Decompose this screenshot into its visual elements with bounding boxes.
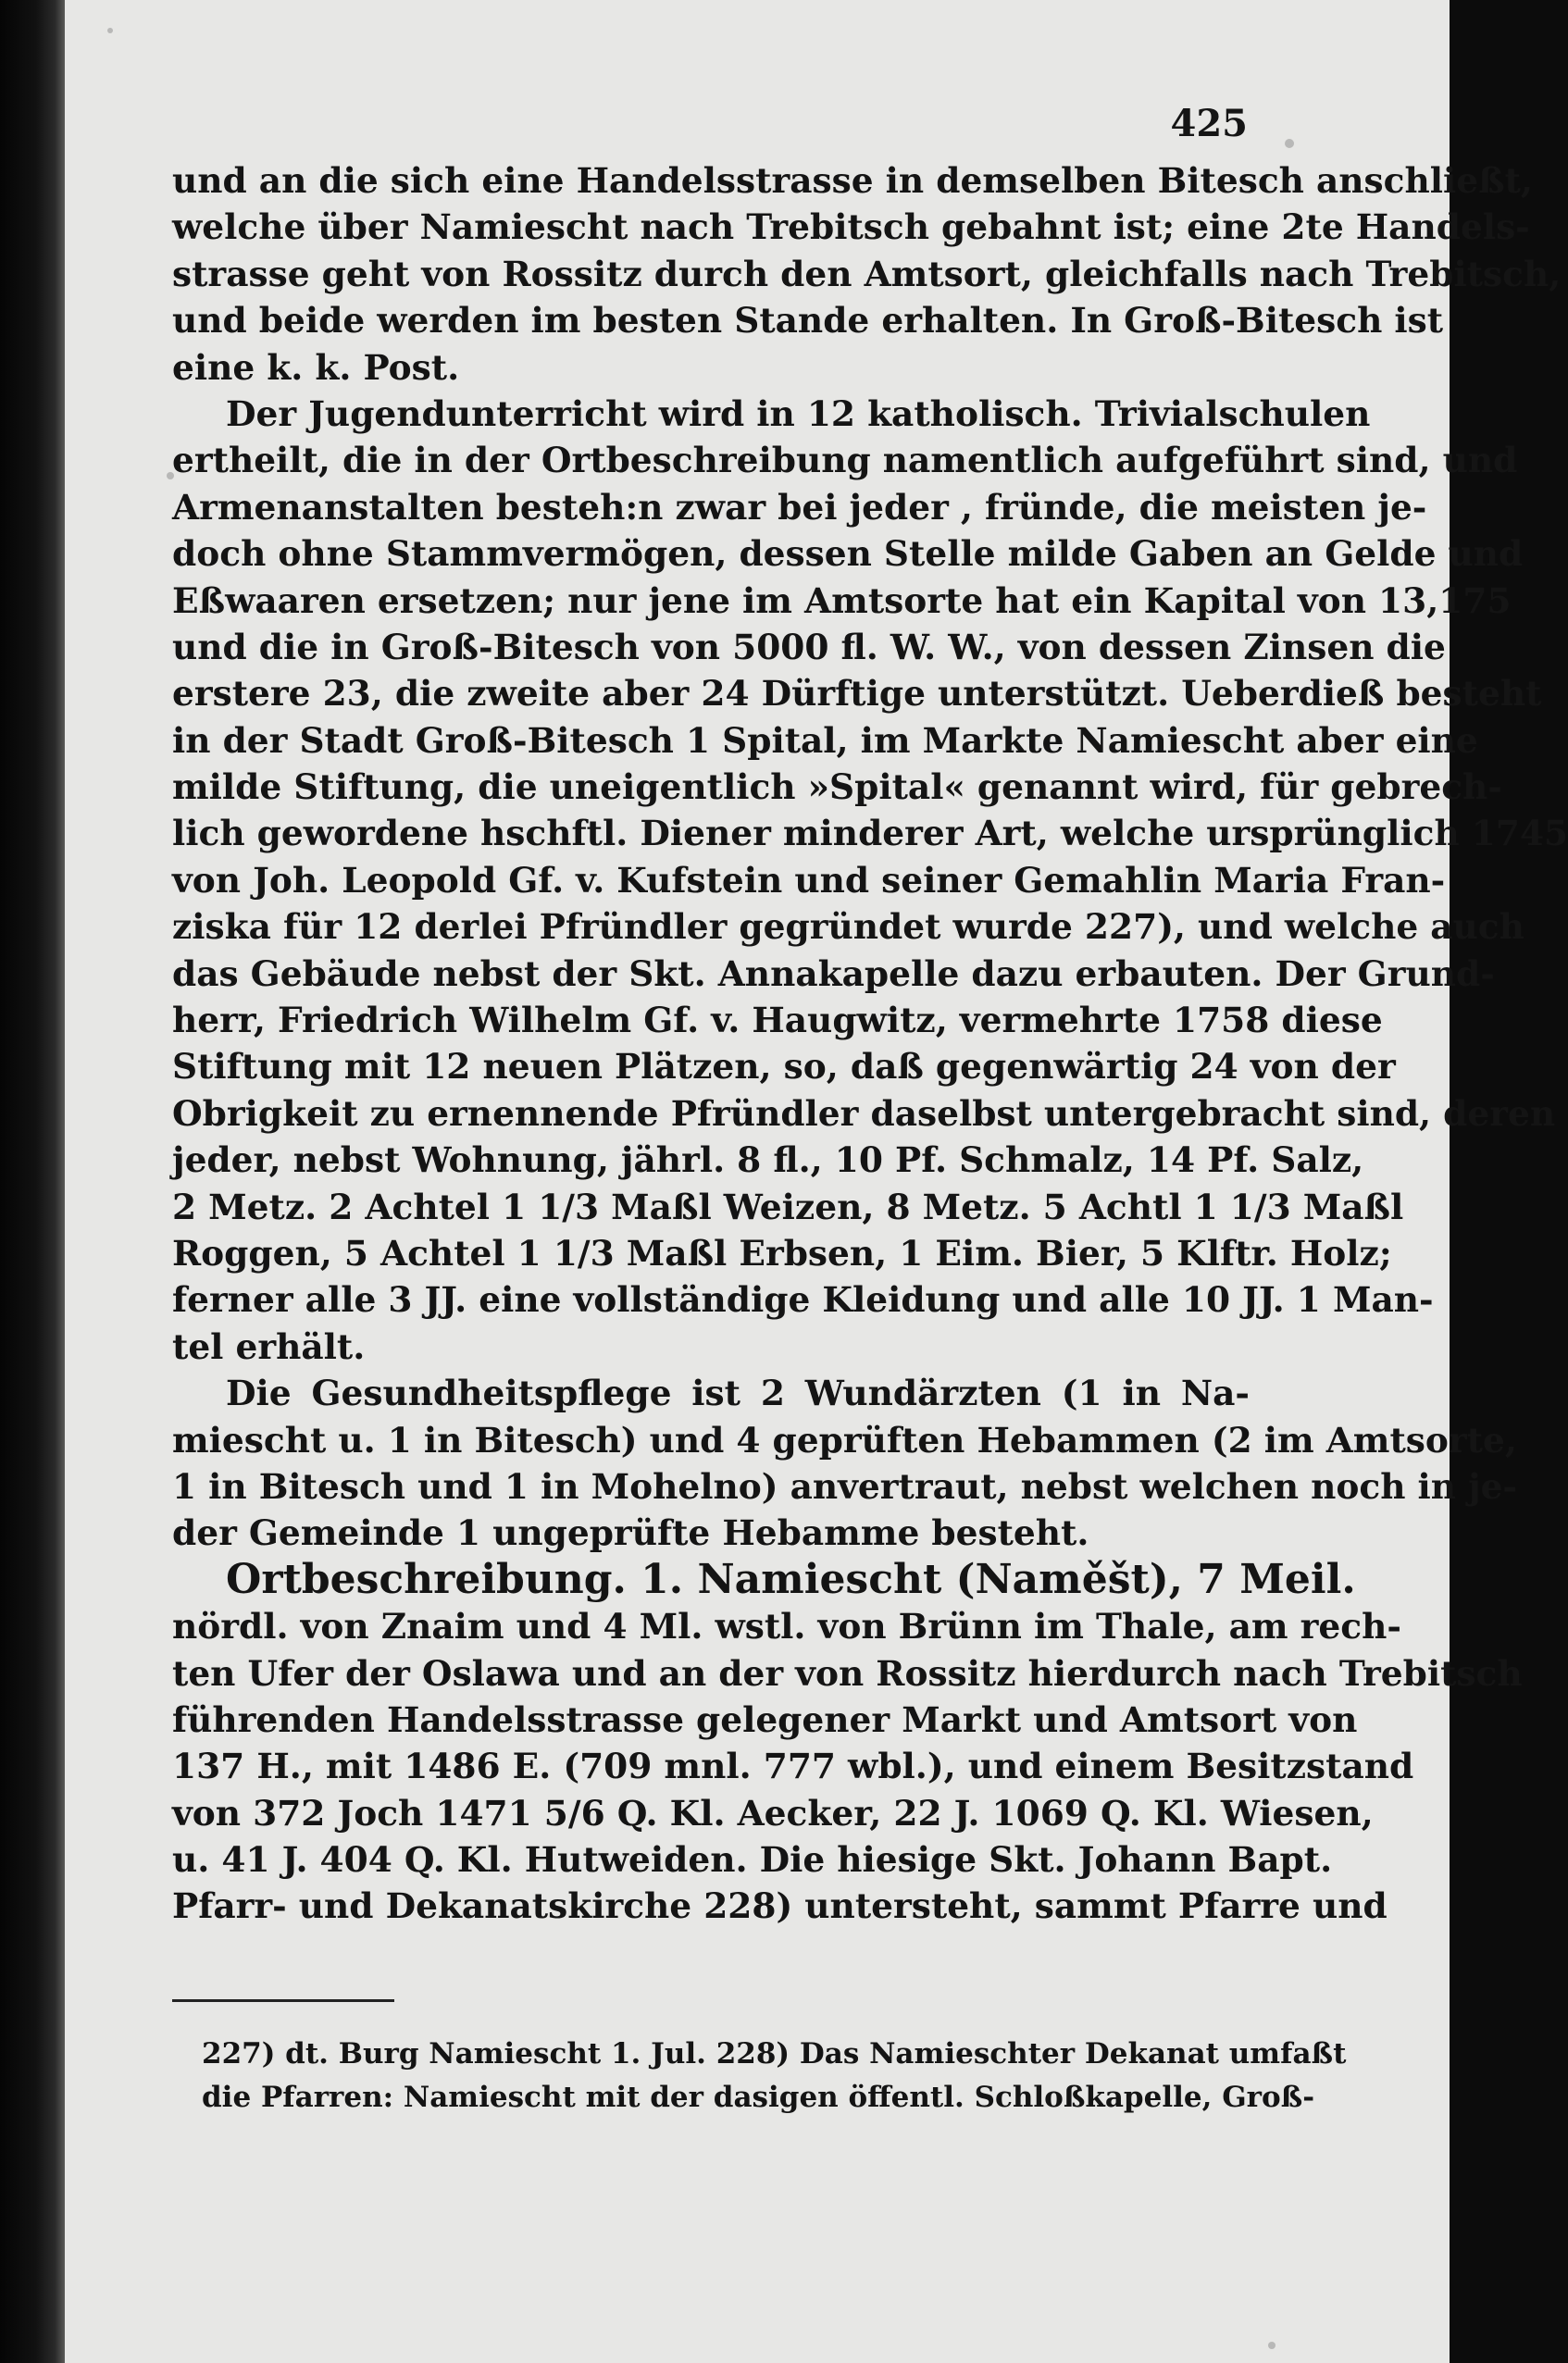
text-line: ten Ufer der Oslawa und an der von Rossitz hierdurch nach Trebitsch: [172, 1652, 1523, 1694]
footnote-line: die Pfarren: Namiescht mit der dasigen öffentl. Schloßkapelle, Groß-: [202, 2081, 1315, 2114]
footnote-separator: [172, 1999, 394, 2002]
paper-speck: [107, 28, 113, 33]
text-line: erstere 23, die zweite aber 24 Dürftige unterstützt. Ueberdieß besteht: [172, 673, 1542, 715]
text-line: in der Stadt Groß-Bitesch 1 Spital, im Markte Namiescht aber eine: [172, 719, 1478, 761]
text-line: von Joh. Leopold Gf. v. Kufstein und seiner Gemahlin Maria Fran-: [172, 859, 1446, 901]
text-line: doch ohne Stammvermögen, dessen Stelle milde Gaben an Gelde und: [172, 533, 1524, 575]
text-line: und die in Groß-Bitesch von 5000 fl. W. W., von dessen Zinsen die: [172, 626, 1446, 667]
text-line: eine k. k. Post.: [172, 346, 460, 388]
text-line: Pfarr- und Dekanatskirche 228) untersteht, sammt Pfarre und: [172, 1885, 1388, 1927]
text-line: von 372 Joch 1471 5/6 Q. Kl. Aecker, 22 J. 1069 Q. Kl. Wiesen,: [172, 1792, 1374, 1834]
paper-speck: [1268, 2342, 1276, 2349]
text-line: herr, Friedrich Wilhelm Gf. v. Haugwitz, vermehrte 1758 diese: [172, 1000, 1383, 1041]
text-line: Stiftung mit 12 neuen Plätzen, so, daß gegenwärtig 24 von der: [172, 1046, 1396, 1088]
section-heading: Ortbeschreibung. 1. Namiescht (Naměšt), 7 Meil.: [226, 1555, 1356, 1603]
footnote-line: 227) dt. Burg Namiescht 1. Jul. 228) Das Namieschter Dekanat umfaßt: [202, 2037, 1347, 2071]
text-line: ertheilt, die in der Ortbeschreibung namentlich aufgeführt sind, und: [172, 440, 1518, 481]
text-line: u. 41 J. 404 Q. Kl. Hutweiden. Die hiesige Skt. Johann Bapt.: [172, 1839, 1333, 1881]
text-line: nördl. von Znaim und 4 Ml. wstl. von Brünn im Thale, am rech-: [172, 1606, 1401, 1648]
text-line: 2 Metz. 2 Achtel 1 1/3 Maßl Weizen, 8 Metz. 5 Achtl 1 1/3 Maßl: [172, 1186, 1404, 1227]
text-line: ziska für 12 derlei Pfründler gegründet wurde 227), und welche auch: [172, 906, 1524, 948]
paper-speck: [1285, 139, 1294, 148]
text-line: 1 in Bitesch und 1 in Mohelno) anvertraut, nebst welchen noch in je-: [172, 1465, 1518, 1507]
footnotes: [202, 2033, 1347, 2120]
text-line: strasse geht von Rossitz durch den Amtsort, gleichfalls nach Trebitsch,: [172, 253, 1562, 294]
text-line: milde Stiftung, die uneigentlich »Spital« genannt wird, für gebrech-: [172, 766, 1502, 808]
text-line: jeder, nebst Wohnung, jährl. 8 fl., 10 Pf. Schmalz, 14 Pf. Salz,: [172, 1139, 1364, 1181]
text-line: Roggen, 5 Achtel 1 1/3 Maßl Erbsen, 1 Eim. Bier, 5 Klftr. Holz;: [172, 1232, 1392, 1274]
text-line: tel erhält.: [172, 1325, 366, 1367]
text-line: miescht u. 1 in Bitesch) und 4 geprüften Hebammen (2 im Amtsorte,: [172, 1419, 1517, 1461]
text-line: und beide werden im besten Stande erhalten. In Groß-Bitesch ist: [172, 300, 1444, 342]
body-text: [172, 157, 1568, 1930]
text-line: Obrigkeit zu ernennende Pfründler daselbst untergebracht sind, deren: [172, 1092, 1556, 1134]
text-line: und an die sich eine Handelsstrasse in demselben Bitesch anschließt,: [172, 160, 1533, 201]
text-line: Der Jugendunterricht wird in 12 katholisch. Trivialschulen: [226, 392, 1371, 434]
text-line: ferner alle 3 JJ. eine vollständige Kleidung und alle 10 JJ. 1 Man-: [172, 1279, 1434, 1321]
text-line: 137 H., mit 1486 E. (709 mnl. 777 wbl.), und einem Besitzstand: [172, 1746, 1414, 1787]
page-number: 425: [1170, 102, 1248, 145]
text-line: führenden Handelsstrasse gelegener Markt und Amtsort von: [172, 1698, 1358, 1740]
text-line: Die Gesundheitspflege ist 2 Wundärzten (1 in Na-: [226, 1373, 1250, 1414]
text-line: das Gebäude nebst der Skt. Annakapelle dazu erbauten. Der Grund-: [172, 952, 1495, 994]
text-line: Eßwaaren ersetzen; nur jene im Amtsorte hat ein Kapital von 13,175: [172, 579, 1512, 621]
book-spine-shadow: [0, 0, 65, 2363]
text-line: Armenanstalten besteh:n zwar bei jeder , fründe, die meisten je-: [172, 486, 1427, 528]
text-line: welche über Namiescht nach Trebitsch gebahnt ist; eine 2te Handels-: [172, 206, 1530, 248]
text-line: der Gemeinde 1 ungeprüfte Hebamme besteht.: [172, 1512, 1089, 1554]
text-line: lich gewordene hschftl. Diener minderer Art, welche ursprünglich 1745: [172, 813, 1568, 854]
